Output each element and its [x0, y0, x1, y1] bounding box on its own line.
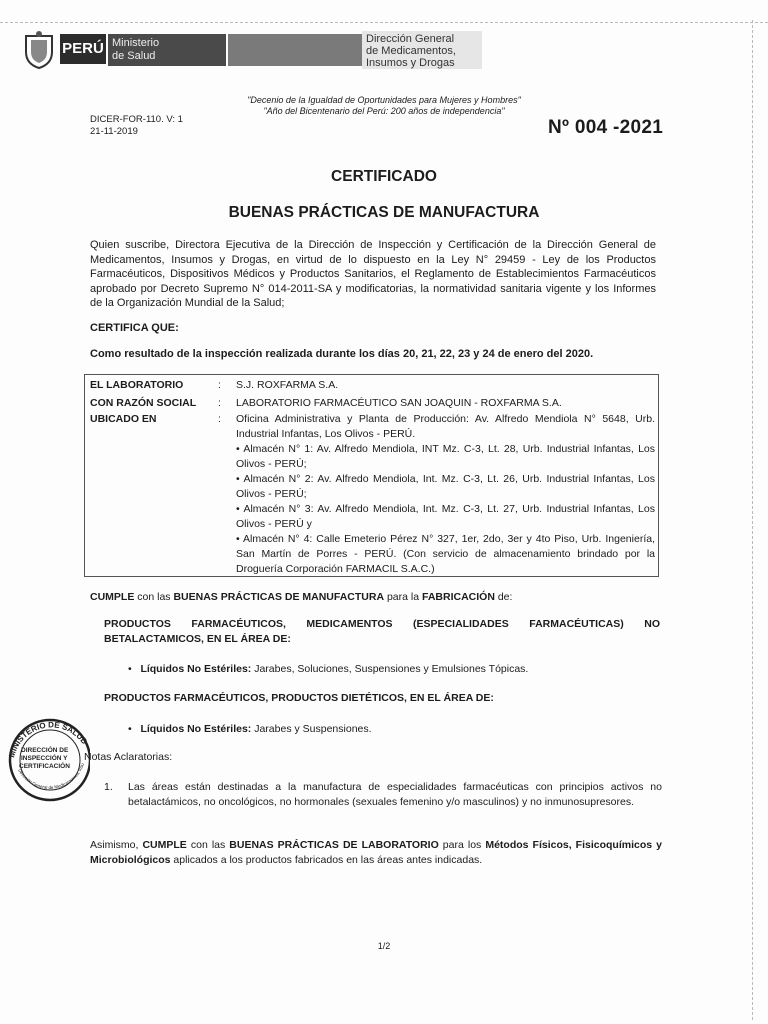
- label-laboratorio: EL LABORATORIO: [90, 379, 184, 391]
- header-grey-block: [228, 34, 362, 66]
- bpm-bold: BUENAS PRÁCTICAS DE MANUFACTURA: [173, 591, 385, 603]
- label-ubicado-en: UBICADO EN: [90, 413, 157, 425]
- asimismo-text: Asimismo,: [90, 839, 143, 851]
- top-dashed-border: [0, 22, 768, 23]
- agency-line1: Dirección General: [366, 33, 455, 45]
- address-main: Oficina Administrativa y Planta de Producción: Av. Alfredo Mendiola N° 5648, Urb. Industrial Infantas, Los Olivos - PERÚ.: [236, 413, 655, 440]
- products-category-2: PRODUCTOS FARMACÉUTICOS, PRODUCTOS DIETÉTICOS, EN EL ÁREA DE:: [104, 692, 494, 704]
- peru-logo: PERÚ: [60, 34, 106, 64]
- item-bold: Líquidos No Estériles:: [140, 723, 252, 735]
- products-2-item: [128, 723, 372, 735]
- document-subtitle: BUENAS PRÁCTICAS DE MANUFACTURA: [228, 204, 540, 221]
- document-title: CERTIFICADO: [331, 168, 437, 185]
- cumple-bold: CUMPLE: [90, 591, 135, 603]
- cumple-bold: CUMPLE: [142, 839, 187, 851]
- certificate-number: Nº 004 -2021: [548, 117, 664, 138]
- label-razon-social: CON RAZÓN SOCIAL: [90, 397, 197, 409]
- note-1-number: 1.: [104, 781, 113, 793]
- official-stamp-icon: [4, 708, 90, 808]
- stamp-arc-top: MINISTERIO DE SALUD: [7, 720, 90, 759]
- fabricacion-bold: FABRICACIÓN: [422, 591, 495, 603]
- products-1-item: [128, 663, 528, 675]
- ministry-line1: Ministerio: [112, 37, 160, 49]
- stamp-arc-bottom: Dirección General de Medicamentos, Insu: [17, 762, 86, 790]
- cumple-text: de:: [494, 591, 513, 603]
- asimismo-text: con las: [186, 839, 230, 851]
- lab-razon-social: LABORATORIO FARMACÉUTICO SAN JOAQUIN - ROXFARMA S.A.: [236, 397, 562, 409]
- inspection-statement: Como resultado de la inspección realizada durante los días 20, 21, 22, 23 y 24 de enero del 2020.: [90, 348, 594, 360]
- almacen-4: • Almacén N° 4: Calle Emeterio Pérez N° 327, 1er, 2do, 3er y 4to Piso, Urb. Ingeniería, San Martín de Porres - PERÚ. (Con servicio de almacenamiento brindado por la Droguería Corporación FARMACIL S.A.C.): [236, 533, 655, 575]
- asimismo-paragraph: [90, 838, 662, 868]
- certifica-que-heading: CERTIFICA QUE:: [90, 322, 179, 334]
- doc-date: 21-11-2019: [90, 126, 138, 137]
- methods-bold: Métodos Físicos, Fisicoquímicos y Microbiológicos: [90, 839, 662, 866]
- item-bold: Líquidos No Estériles:: [140, 663, 252, 675]
- cumple-text: para la: [384, 591, 422, 603]
- coat-of-arms-icon: [22, 30, 56, 70]
- stamp-line1: DIRECCIÓN DE: [21, 747, 69, 754]
- bullet-icon: •: [128, 723, 141, 735]
- decenio-line1: "Decenio de la Igualdad de Oportunidades para Mujeres y Hombres": [247, 95, 521, 105]
- stamp-line3: CERTIFICACIÓN: [19, 763, 70, 770]
- lab-address: [236, 412, 655, 577]
- lab-name: S.J. ROXFARMA S.A.: [236, 379, 339, 391]
- colon: :: [218, 397, 221, 409]
- agency-logo: [362, 31, 482, 69]
- colon: :: [218, 413, 221, 425]
- decenio-line2: "Año del Bicentenario del Perú: 200 años de independencia": [263, 106, 505, 116]
- almacen-3: • Almacén N° 3: Av. Alfredo Mendiola, Int. Mz. C-3, Lt. 27, Urb. Industrial Infantas, Los Olivos - PERÚ y: [236, 503, 655, 530]
- colon: :: [218, 379, 221, 391]
- intro-paragraph: Quien suscribe, Directora Ejecutiva de la Dirección de Inspección y Certificación de la Dirección General de Medicamentos, Insumos y Drogas, en virtud de lo dispuesto en la Ley N° 29459 - Ley de los Productos Farmacéuticos, Dispositivos Médicos y Productos Sanitarios, el Reglamento de Establecimientos Farmacéuticos aprobado por Decreto Supremo N° 014-2011-SA y modificatorias, la normatividad sanitaria vigente y los Informes de la Organización Mundial de la Salud;: [90, 239, 656, 310]
- ministry-line2: de Salud: [112, 50, 156, 62]
- asimismo-text: aplicados a los productos fabricados en las áreas antes indicadas.: [170, 854, 483, 866]
- ministry-logo: [108, 34, 226, 66]
- cumple-text: con las: [134, 591, 174, 603]
- cumple-statement: [90, 591, 512, 603]
- note-1-text: Las áreas están destinadas a la manufactura de especialidades farmacéuticas con principios activos no betalactámicos, no oncológicos, no hormonales (sexuales femenino y/o masculinos) y no inmunosupresores.: [128, 781, 662, 808]
- agency-line3: Insumos y Drogas: [366, 57, 455, 69]
- item-text: Jarabes, Soluciones, Suspensiones y Emulsiones Tópicas.: [251, 663, 529, 675]
- almacen-1: • Almacén N° 1: Av. Alfredo Mendiola, INT Mz. C-3, Lt. 28, Urb. Industrial Infantas, Los Olivos - PERÚ;: [236, 443, 655, 470]
- notas-heading: Notas Aclaratorias:: [84, 751, 173, 763]
- almacen-2: • Almacén N° 2: Av. Alfredo Mendiola, Int. Mz. C-3, Lt. 26, Urb. Industrial Infantas, Los Olivos - PERÚ;: [236, 473, 655, 500]
- page-number: 1/2: [377, 941, 391, 951]
- stamp-line2: INSPECCIÓN Y: [21, 755, 68, 762]
- doc-code: DICER-FOR-110. V: 1: [90, 114, 183, 125]
- item-text: Jarabes y Suspensiones.: [251, 723, 372, 735]
- products-category-1: PRODUCTOS FARMACÉUTICOS, MEDICAMENTOS (ESPECIALIDADES FARMACÉUTICAS) NO BETALACTAMICOS, EN EL ÁREA DE:: [104, 618, 660, 645]
- bpl-bold: BUENAS PRÁCTICAS DE LABORATORIO: [229, 839, 439, 851]
- asimismo-text: para los: [438, 839, 486, 851]
- agency-line2: de Medicamentos,: [366, 45, 456, 57]
- bullet-icon: •: [128, 663, 141, 675]
- document-code: [90, 114, 183, 138]
